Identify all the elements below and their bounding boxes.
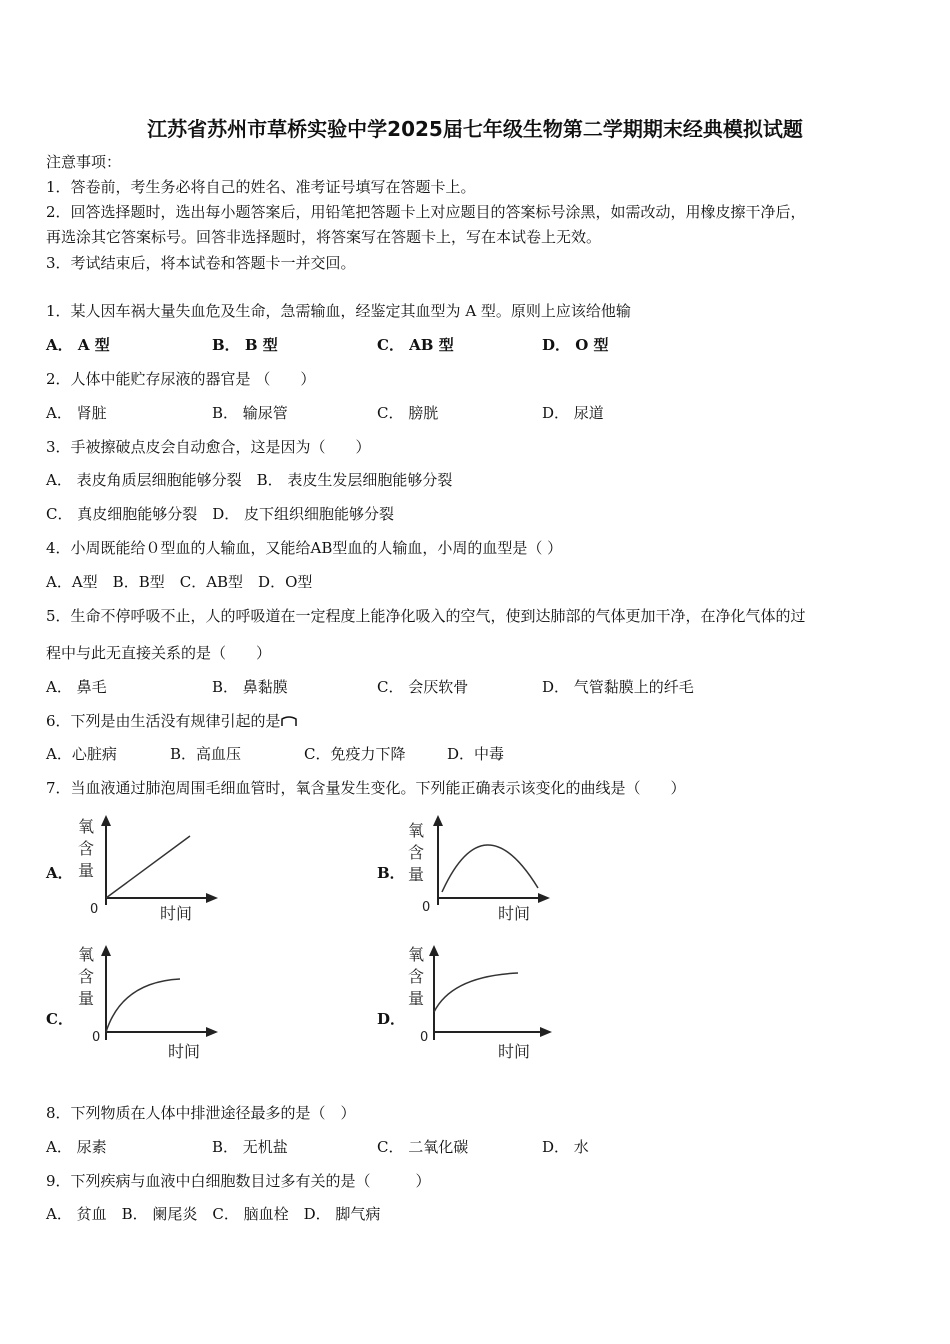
question-5-option-c: C． 会厌软骨 — [377, 678, 469, 696]
graph-c-letter: C． — [46, 1010, 73, 1028]
question-1-option-d: D． O 型 — [542, 336, 609, 354]
y-label-char: 含 — [408, 967, 425, 986]
question-2-stem: 2．人体中能贮存尿液的器官是 （ ） — [46, 370, 316, 388]
question-5-stem-line-2: 程中与此无直接关系的是（ ） — [46, 644, 272, 662]
x-axis-arrow — [540, 1027, 552, 1037]
oxygen-curve — [442, 845, 538, 892]
x-axis-arrow — [538, 893, 550, 903]
graph-d — [402, 942, 602, 1067]
y-label-char: 量 — [78, 861, 95, 880]
question-8-option-b: B． 无机盐 — [212, 1138, 288, 1156]
notice-item: 3．考试结束后，将本试卷和答题卡一并交回。 — [46, 254, 356, 272]
y-label-char: 氧 — [78, 817, 95, 836]
question-6-option-b: B．高血压 — [170, 745, 242, 763]
question-6-stem — [46, 711, 297, 731]
graph-b-letter: B． — [377, 864, 405, 882]
x-axis-label: 时间 — [498, 904, 531, 923]
question-4-options: A．A型 B．B型 C．AB型 D．O型 — [46, 573, 313, 591]
origin-label: 0 — [420, 1030, 429, 1045]
x-axis-arrow — [206, 893, 218, 903]
origin-label: 0 — [90, 902, 99, 917]
page-title: 江苏省苏州市草桥实验中学2025届七年级生物第二学期期末经典模拟试题 — [147, 117, 803, 141]
y-axis-arrow — [433, 815, 443, 826]
question-2-option-c: C． 膀胱 — [377, 404, 439, 422]
y-label-char: 量 — [408, 865, 425, 884]
question-9-options: A． 贫血 B． 阑尾炎 C． 脑血栓 D． 脚气病 — [46, 1205, 381, 1223]
question-8-stem: 8．下列物质在人体中排泄途径最多的是（ ） — [46, 1104, 356, 1122]
y-label-char: 量 — [78, 989, 95, 1008]
graph-a — [72, 812, 272, 937]
y-axis-arrow — [429, 945, 439, 956]
question-1-option-a: A． A 型 — [46, 336, 110, 354]
question-5-option-a: A． 鼻毛 — [46, 678, 107, 696]
notice-item: 再选涂其它答案标号。回答非选择题时，将答案写在答题卡上，写在本试卷上无效。 — [46, 228, 602, 246]
y-label-char: 含 — [78, 839, 95, 858]
question-5-option-d: D． 气管黏膜上的纤毛 — [542, 678, 694, 696]
question-1-stem: 1．某人因车祸大量失血危及生命，急需输血，经鉴定其血型为 A 型。原则上应该给他输 — [46, 302, 631, 320]
graph-b — [402, 812, 602, 937]
y-axis-arrow — [101, 815, 111, 826]
origin-label: 0 — [92, 1030, 101, 1045]
question-7-stem: 7．当血液通过肺泡周围毛细血管时，氧含量发生变化。下列能正确表示该变化的曲线是（ ） — [46, 779, 686, 797]
graph-d-letter: D． — [377, 1010, 406, 1028]
origin-label: 0 — [422, 900, 431, 915]
question-5-stem-line-1: 5．生命不停呼吸不止，人的呼吸道在一定程度上能净化吸入的空气，使到达肺部的气体更加干净，在净化气体的过 — [46, 607, 806, 625]
notice-item: 1．答卷前，考生务必将自己的姓名、准考证号填写在答题卡上。 — [46, 178, 476, 196]
y-label-char: 氧 — [408, 821, 425, 840]
x-axis-label: 时间 — [168, 1042, 201, 1061]
question-8-option-c: C． 二氧化碳 — [377, 1138, 469, 1156]
question-8-option-d: D． 水 — [542, 1138, 589, 1156]
y-label-char: 氧 — [408, 945, 425, 964]
question-3-stem: 3．手被擦破点皮会自动愈合，这是因为（ ） — [46, 438, 371, 456]
y-label-char: 氧 — [78, 945, 95, 964]
question-6-option-c: C．免疫力下降 — [304, 745, 406, 763]
y-label-char: 量 — [408, 989, 425, 1008]
question-5-option-b: B． 鼻黏膜 — [212, 678, 288, 696]
question-2-option-a: A． 肾脏 — [46, 404, 107, 422]
question-6-option-a: A．心脏病 — [46, 745, 117, 763]
question-8-option-a: A． 尿素 — [46, 1138, 107, 1156]
notice-heading: 注意事项： — [46, 153, 122, 171]
question-2-option-d: D． 尿道 — [542, 404, 604, 422]
question-1-option-c: C． AB 型 — [377, 336, 454, 354]
question-1-option-b: B． B 型 — [212, 336, 278, 354]
y-label-char: 含 — [408, 843, 425, 862]
graph-c — [72, 942, 272, 1067]
oxygen-curve — [106, 979, 180, 1032]
x-axis-label: 时间 — [160, 904, 193, 923]
question-2-option-b: B． 输尿管 — [212, 404, 288, 422]
question-3-options-line-2: C． 真皮细胞能够分裂 D． 皮下组织细胞能够分裂 — [46, 505, 395, 523]
y-label-char: 含 — [78, 967, 95, 986]
answer-blank-mark — [281, 714, 297, 728]
x-axis-label: 时间 — [498, 1042, 531, 1061]
question-9-stem: 9．下列疾病与血液中白细胞数目过多有关的是（ ） — [46, 1172, 431, 1190]
oxygen-curve — [434, 973, 518, 1012]
question-3-options-line-1: A． 表皮角质层细胞能够分裂 B． 表皮生发层细胞能够分裂 — [46, 471, 453, 489]
question-4-stem: 4．小周既能给０型血的人输血，又能给AB型血的人输血，小周的血型是（ ） — [46, 539, 563, 557]
graph-a-letter: A． — [46, 864, 73, 882]
x-axis-arrow — [206, 1027, 218, 1037]
question-6-option-d: D．中毒 — [447, 745, 505, 763]
y-axis-arrow — [101, 945, 111, 956]
notice-item: 2．回答选择题时，选出每小题答案后，用铅笔把答题卡上对应题目的答案标号涂黑，如需改动，用橡皮擦干净后， — [46, 203, 806, 221]
oxygen-curve — [106, 836, 190, 898]
question-6-stem-text: 6．下列是由生活没有规律引起的是 — [46, 712, 281, 730]
